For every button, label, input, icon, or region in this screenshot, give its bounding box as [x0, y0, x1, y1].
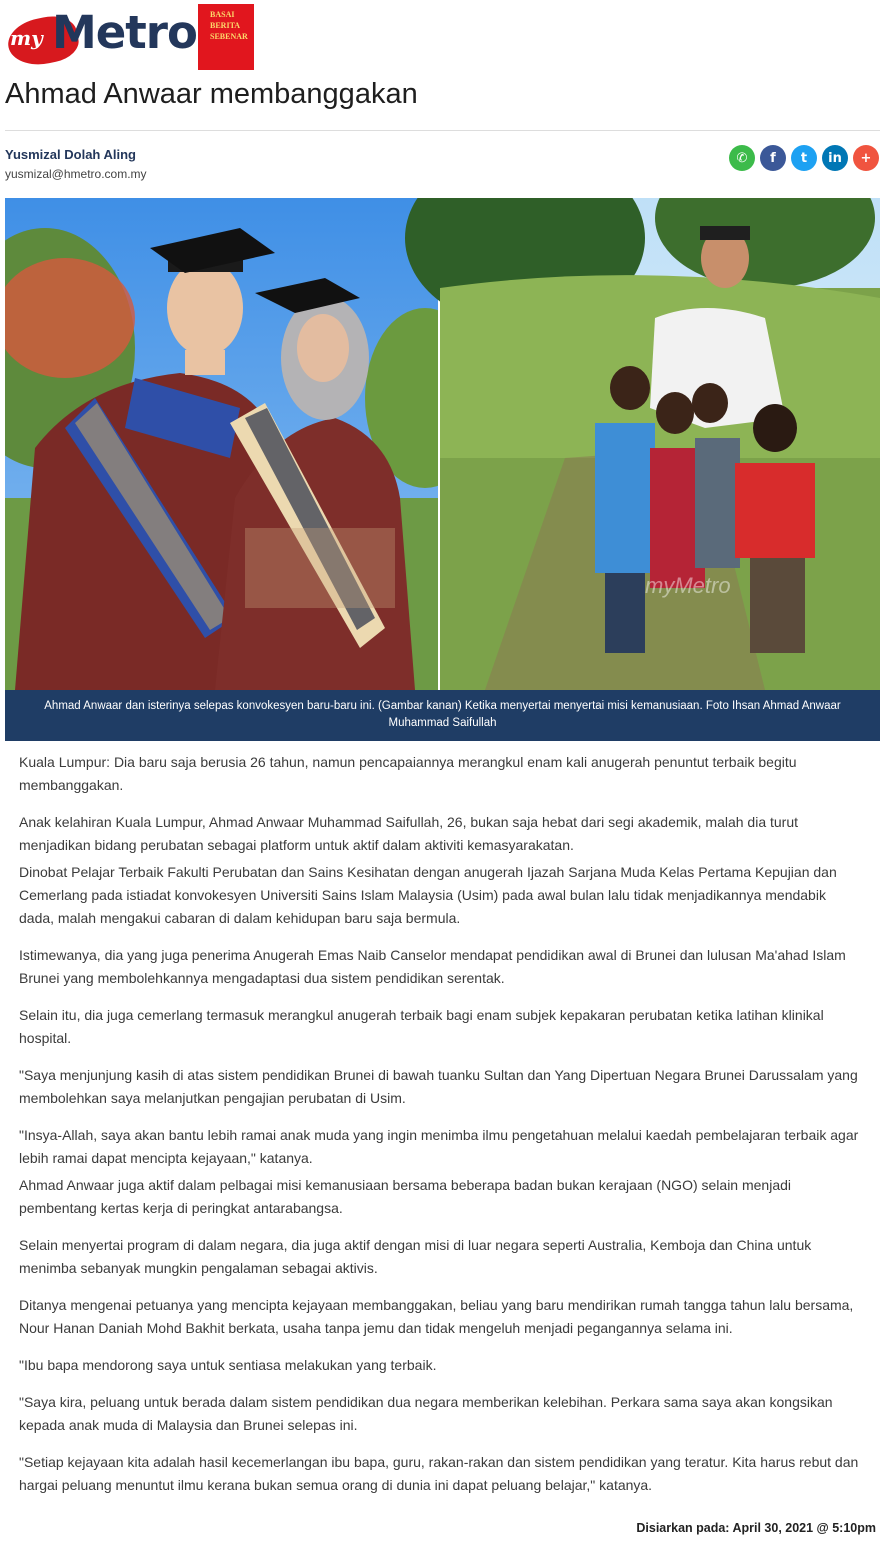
- badge-line: SEBENAR: [210, 32, 248, 41]
- article-paragraph: "Saya kira, peluang untuk berada dalam sistem pendidikan dua negara memberikan kelebihan. Perkara sama saya akan kongsikan kepada anak muda di Malaysia dan Brunei selepas ini.: [19, 1394, 833, 1433]
- humanitarian-mission-photo: [405, 198, 880, 690]
- article-paragraph: Selain itu, dia juga cemerlang termasuk merangkul anugerah terbaik bagi enam subjek kepakaran perubatan ketika latihan klinikal hospital.: [19, 1007, 824, 1046]
- share-buttons: [729, 145, 879, 171]
- published-date: [636, 1521, 876, 1535]
- badge-line: BERITA: [210, 21, 241, 30]
- logo-name: Metro: [52, 6, 197, 59]
- photo-watermark: myMetro: [645, 573, 731, 598]
- article-paragraph: Dinobat Pelajar Terbaik Fakulti Perubatan dan Sains Kesihatan dengan anugerah Ijazah Sarjana Muda Kelas Pertama Kepujian dan Cemerlang pada istiadat konvokesyen Universiti Sains Islam Malaysia (Usim) pada awal bulan lalu tidak menjadikannya mendabik dada, malah mengakui cabaran di dalam kehidupan baru saja bermula.: [19, 864, 837, 926]
- graduation-photo: [5, 198, 485, 690]
- author-email[interactable]: yusmizal@hmetro.com.my: [5, 167, 147, 181]
- article-paragraph: Selain menyertai program di dalam negara, dia juga aktif dengan misi di luar negara seperti Australia, Kemboja dan China untuk menimba sebanyak mungkin pengalaman sebagai aktivis.: [19, 1237, 812, 1276]
- published-value: April 30, 2021 @ 5:10pm: [732, 1521, 876, 1535]
- logo-badge: [198, 4, 254, 70]
- article-photo[interactable]: [5, 198, 880, 690]
- photo-caption: Ahmad Anwaar dan isterinya selepas konvokesyen baru-baru ini. (Gambar kanan) Ketika menyertai menyertai misi kemanusiaan. Foto Ihsan Ahmad Anwaar Muhammad Saifullah: [5, 690, 880, 741]
- article-paragraph: Ahmad Anwaar juga aktif dalam pelbagai misi kemanusiaan bersama beberapa badan bukan kerajaan (NGO) selain menjadi pembentang kertas kerja di peringkat antarabangsa.: [19, 1177, 792, 1216]
- facebook-icon: f: [770, 150, 776, 166]
- badge-line: BASAI: [210, 10, 235, 19]
- article-title: Ahmad Anwaar membanggakan: [5, 78, 418, 110]
- article-body: [19, 751, 859, 1511]
- site-header: [0, 0, 887, 75]
- article-paragraph: Ditanya mengenai petuanya yang mencipta kejayaan membanggakan, beliau yang baru mendirikan rumah tangga tahun lalu bersama, Nour Hanan Daniah Mohd Bakhit berkata, usaha tanpa jemu dan tidak mengeluh menjadi pegangannya selama ini.: [19, 1297, 854, 1336]
- article-paragraph: "Saya menjunjung kasih di atas sistem pendidikan Brunei di bawah tuanku Sultan dan Yang Dipertuan Negara Brunei Darussalam yang membolehkan saya melanjutkan pengajian perubatan di Usim.: [19, 1067, 858, 1106]
- article-paragraph: Anak kelahiran Kuala Lumpur, Ahmad Anwaar Muhammad Saifullah, 26, bukan saja hebat dari segi akademik, malah dia turut menjadikan bidang perubatan sebagai platform untuk aktif dalam aktiviti kemasyarakatan.: [19, 814, 799, 853]
- logo-prefix: my: [10, 26, 43, 50]
- whatsapp-icon: ✆: [736, 150, 748, 166]
- more-share-button[interactable]: [853, 145, 879, 171]
- plus-icon: +: [860, 150, 872, 166]
- author-name[interactable]: Yusmizal Dolah Aling: [5, 147, 136, 162]
- facebook-share-button[interactable]: [760, 145, 786, 171]
- article-paragraph: "Insya-Allah, saya akan bantu lebih ramai anak muda yang ingin menimba ilmu pengetahuan melalui kaedah pembelajaran terbaik agar lebih ramai dapat mencipta kejayaan," katanya.: [19, 1127, 859, 1166]
- linkedin-share-button[interactable]: [822, 145, 848, 171]
- article-paragraph: Istimewanya, dia yang juga penerima Anugerah Emas Naib Canselor mendapat pendidikan awal di Brunei dan lulusan Ma'ahad Islam Brunei yang membolehkannya mengadaptasi dua sistem pendidikan serentak.: [19, 947, 846, 986]
- article-paragraph: Kuala Lumpur: Dia baru saja berusia 26 tahun, namun pencapaiannya merangkul enam kali anugerah penuntut terbaik begitu membanggakan.: [19, 754, 797, 793]
- article-paragraph: "Setiap kejayaan kita adalah hasil kecemerlangan ibu bapa, guru, rakan-rakan dan sistem pendidikan yang teratur. Kita harus rebut dan hargai peluang menuntut ilmu kerana bukan semua orang di dunia ini dapat peluang belajar," katanya.: [19, 1454, 859, 1493]
- mymetro-logo[interactable]: [8, 4, 254, 70]
- title-divider: [5, 130, 880, 131]
- whatsapp-share-button[interactable]: [729, 145, 755, 171]
- article-paragraph: "Ibu bapa mendorong saya untuk sentiasa melakukan yang terbaik.: [19, 1357, 437, 1373]
- article-photo-illustration: [5, 198, 880, 690]
- twitter-share-button[interactable]: [791, 145, 817, 171]
- twitter-icon: t: [800, 150, 808, 166]
- linkedin-icon: in: [828, 150, 842, 166]
- published-label: Disiarkan pada:: [636, 1521, 730, 1535]
